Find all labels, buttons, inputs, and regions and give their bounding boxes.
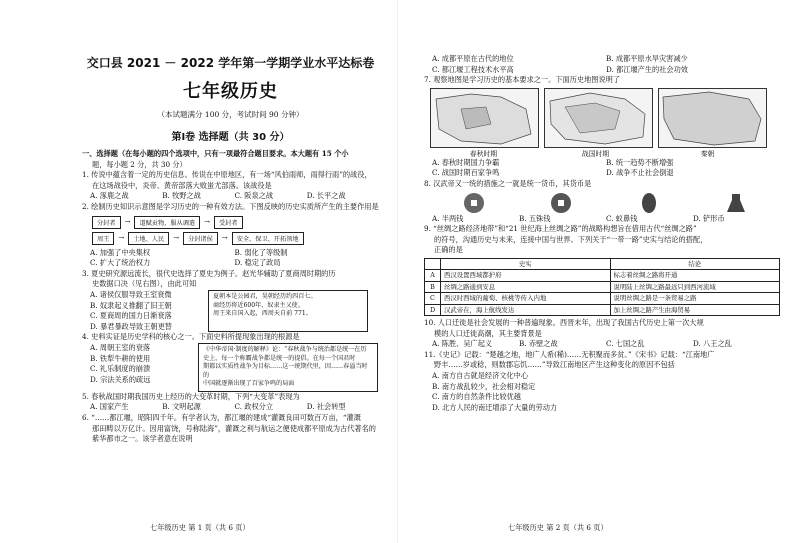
question-5-options [82, 402, 379, 413]
map-image [430, 88, 539, 148]
table-header-row [425, 258, 780, 269]
table-cell: B [425, 281, 441, 292]
option[interactable]: A. 周朝王室的衰落 [90, 342, 151, 352]
option[interactable]: C. 南方的自然条件比较优越 [432, 392, 521, 402]
flow-box: 土地、人民 [128, 232, 169, 245]
option[interactable]: C. 阪泉之战 [234, 191, 274, 201]
table-row[interactable] [425, 304, 780, 315]
option[interactable]: C. 战国时期百家争鸣 [432, 168, 500, 178]
table-cell: 西汉时西域的葡萄、核桃等传入内地 [441, 293, 611, 304]
map-caption: 秦朝 [700, 149, 715, 158]
table-cell: 标志着丝绸之路将开通 [610, 270, 780, 281]
option[interactable]: C. 扩大了统治权力 [90, 258, 151, 268]
question-11: 11.《史记》记载：“楚越之地，地广人希(稀)……无积聚而多贫。”《宋书》记载：“江南地广 [424, 349, 715, 359]
source-line: 周王来自国入起，西周天自前 771。 [213, 310, 312, 318]
option[interactable]: A. 成都平原在古代的地位 [432, 54, 514, 63]
question-8: 8. 汉武帝又一统的措施之一就是统一货币，其货币是 [424, 178, 592, 188]
option[interactable]: C. 蚁鼻钱 [606, 213, 638, 223]
question-1: 在这场战役中，炎帝、黄帝部落大败蚩尤部落。该战役是 [92, 180, 272, 190]
option[interactable]: D. 都江堰产生的社会功效 [606, 64, 688, 74]
option[interactable]: B. 文明起源 [162, 402, 201, 412]
option[interactable]: C. 七国之乱 [606, 339, 645, 349]
source-line: 商经历将近600年，奴隶主又使。 [213, 301, 304, 309]
coin-image [430, 192, 518, 214]
table-cell: 丝绸之路通到安息 [441, 281, 611, 292]
flow-box: 分封者 [92, 216, 121, 229]
table-cell: 西汉设置西域都护府 [441, 270, 611, 281]
arrow-right-icon: → [118, 234, 125, 243]
question-6-options [424, 54, 780, 75]
coin-image [693, 192, 781, 214]
option[interactable]: D. 暴君暴政导致王朝更替 [90, 321, 172, 331]
map-captions [424, 148, 780, 158]
option[interactable]: B. 赤壁之战 [519, 339, 558, 349]
instructions-line: 一、选择题（在每小题的四个选项中，只有一项最符合题目要求。本大题有 15 个小 [82, 149, 349, 158]
question-9: 的符号，沟通历史与未来，连接中国与世界。下列关于“一带一路”史实与结论的搭配， [434, 234, 708, 244]
question-10: 10. 人口迁徙是社会发展的一种普遍现象。西晋末年，出现了我国古代历史上第一次大规 [424, 317, 704, 327]
map-caption: 战国时期 [581, 149, 610, 158]
question-5: 5. 春秋战国时期我国历史上经历的大变革时期，下列“大变革”表现为 [82, 391, 300, 401]
historical-maps [424, 88, 780, 148]
question-6: 6. “……都江堰，昭阳四千年。有学者认为，都江堰的建成“灌溉良田可数百万亩，“灌溉 [82, 413, 361, 423]
option[interactable]: A. 国家产生 [90, 402, 129, 412]
question-3: 史数据口决（见右图），由此可知 [92, 279, 197, 289]
option[interactable]: D. 社会转型 [306, 402, 346, 412]
flow-box: 周王 [92, 232, 114, 245]
option[interactable]: A. 加强了中央集权 [90, 247, 151, 257]
source-box [208, 290, 368, 332]
arrow-right-icon: → [221, 234, 228, 243]
question-3: 3. 夏史研究源远流长，很代史选择了夏史为例子。赵光华辅助了夏商周时期的历 [82, 268, 336, 278]
page-footer: 七年级历史 第 2 页（共 6 页） [508, 523, 608, 532]
option[interactable]: B. 统一趋势不断增强 [606, 157, 674, 167]
table-header: 史实 [441, 258, 611, 269]
exam-note: （本试题满分 100 分，考试时间 90 分钟） [157, 110, 304, 119]
option[interactable]: C. 都江堰工程技术水平高 [432, 64, 514, 74]
option[interactable]: C. 夏商周的国力日渐衰落 [90, 311, 172, 321]
coin-images [424, 192, 780, 214]
source-line: 夏朝本是公园君，昊朝经历约四百七。 [213, 292, 317, 300]
map-image [544, 88, 653, 148]
option[interactable]: D. 八王之乱 [693, 339, 732, 349]
arrow-right-icon: → [173, 234, 180, 243]
map-image [658, 88, 767, 148]
flow-diagram [82, 216, 379, 245]
option[interactable]: B. 奴隶起义推翻了旧王朝 [90, 300, 172, 310]
table-row[interactable] [425, 281, 780, 292]
question-10: 模的人口迁徙高潮，其主要背景是 [434, 328, 542, 338]
arrow-right-icon: → [124, 218, 131, 227]
option[interactable]: A. 诸侯仅服导致王室衰微 [90, 289, 172, 299]
question-8-options [424, 214, 780, 225]
option[interactable]: D. 战争不止社会倒退 [606, 168, 674, 178]
option[interactable]: A. 南方自古就是经济文化中心 [432, 370, 529, 380]
option[interactable]: B. 五铢钱 [519, 213, 551, 223]
flow-box: 受封者 [214, 216, 243, 229]
part-heading: 第Ⅰ卷 选择题（共 30 分） [171, 132, 290, 143]
source-line: 期都以实质性战争为目标……这一统期代里，因……春溢当时的 [203, 363, 368, 379]
question-1: 1. 传说中蕴含着一定的历史信息。传说在中原地区，有一场“风伯雨师，雨得行雨”的战役， [82, 170, 372, 180]
question-7: 7. 观察地图是学习历史的基本要求之一。下面历史地图说明了 [424, 75, 621, 85]
option[interactable]: A. 陈胜、吴广起义 [432, 339, 493, 349]
option[interactable]: B. 南方战乱较少，社会相对稳定 [432, 381, 536, 391]
question-2: 2. 绘制历史知识示意图是学习历史的一种有效方法。下图反映的历史实质所产生的主要作用是 [82, 201, 379, 211]
source-line: 《中华帝国·制度的解释》论：“春秋战争与统治都是统一在历 [203, 345, 367, 353]
option[interactable]: B. 成都平原水旱灾害减少 [606, 54, 688, 63]
option[interactable]: D. 北方人民的南迁增添了大量的劳动力 [432, 402, 558, 412]
table-cell: D [425, 304, 441, 315]
flow-box: 安全、保卫、开拓领地 [232, 232, 304, 245]
option[interactable]: C. 政权分立 [234, 402, 274, 412]
table-cell: A [425, 270, 441, 281]
question-6: 紫华都市之一。该学者意在说明 [92, 434, 193, 444]
option[interactable]: D. 稳定了政局 [234, 258, 281, 268]
option[interactable]: D. 铲形币 [693, 213, 725, 223]
option[interactable]: A. 涿鹿之战 [90, 191, 129, 201]
question-9: 9. “丝绸之路经济地带”和“21 世纪海上丝绸之路”的战略构想旨在借用古代“丝绸之路” [424, 224, 697, 234]
coin-image [518, 192, 606, 214]
table-row[interactable] [425, 270, 780, 281]
option[interactable]: B. 铁犁牛耕的使用 [90, 353, 151, 363]
exam-title: 交口县 2021 － 2022 学年第一学期学业水平达标卷 [86, 56, 375, 70]
question-10-options [424, 339, 780, 350]
option[interactable]: A. 春秋时期国力争霸 [432, 157, 500, 167]
instructions-line: 题，每小题 2 分，共 30 分） [92, 159, 187, 169]
page-footer: 七年级历史 第 1 页（共 6 页） [150, 523, 250, 532]
table-cell: C [425, 293, 441, 304]
map-caption: 春秋时期 [469, 149, 498, 158]
option[interactable]: B. 牧野之战 [162, 191, 201, 201]
page-2 [397, 0, 794, 543]
source-line: 中国就逐渐出现了百家争鸣的局面 [203, 380, 295, 388]
flow-box: 分封诸侯 [183, 232, 218, 245]
table-cell: 说明丝绸之路是一条贸易之路 [610, 293, 780, 304]
source-line: 史上，每一个称霸战争都是统一的提倡。在每一个国君时 [203, 354, 356, 362]
table-row[interactable] [425, 293, 780, 304]
option[interactable]: D. 长平之战 [306, 191, 346, 201]
option[interactable]: C. 礼乐制度的崩溃 [90, 364, 151, 374]
question-9: 正确的是 [434, 245, 463, 255]
table-cell: 汉武帝在，海上航线发达 [441, 304, 611, 315]
coin-image [605, 192, 693, 214]
exam-subtitle: 七年级历史 [183, 81, 278, 102]
question-2-options [82, 248, 379, 269]
flow-box: 道赋贡物，服从调遣 [134, 216, 200, 229]
question-11: 野丰……岁或稔，则数郡忘饥……”导致江南地区产生这种变化的原因不包括 [434, 360, 675, 370]
source-box [198, 343, 378, 392]
question-7-options [424, 158, 780, 179]
option[interactable]: B. 弱化了等级制 [234, 247, 288, 257]
history-table [424, 258, 780, 316]
option[interactable]: D. 宗法关系的疏远 [90, 374, 151, 384]
question-6: 那田畴以万亿计。因用富饶，号称陆海”，灌溉之利与航运之便使成都平原成为古代著名的 [92, 423, 376, 433]
option[interactable]: A. 半两钱 [432, 213, 464, 223]
table-cell: 说明陆上丝绸之路最远只到西河流域 [610, 281, 780, 292]
arrow-right-icon: → [204, 218, 210, 227]
question-4: 4. 史料实证是历史学科的核心之一。下面史料所提现象出现的根源是 [82, 332, 300, 342]
table-cell: 加上丝绸之路产生由海贸易 [610, 304, 780, 315]
question-1-options [82, 191, 379, 202]
table-header: 结论 [610, 258, 780, 269]
